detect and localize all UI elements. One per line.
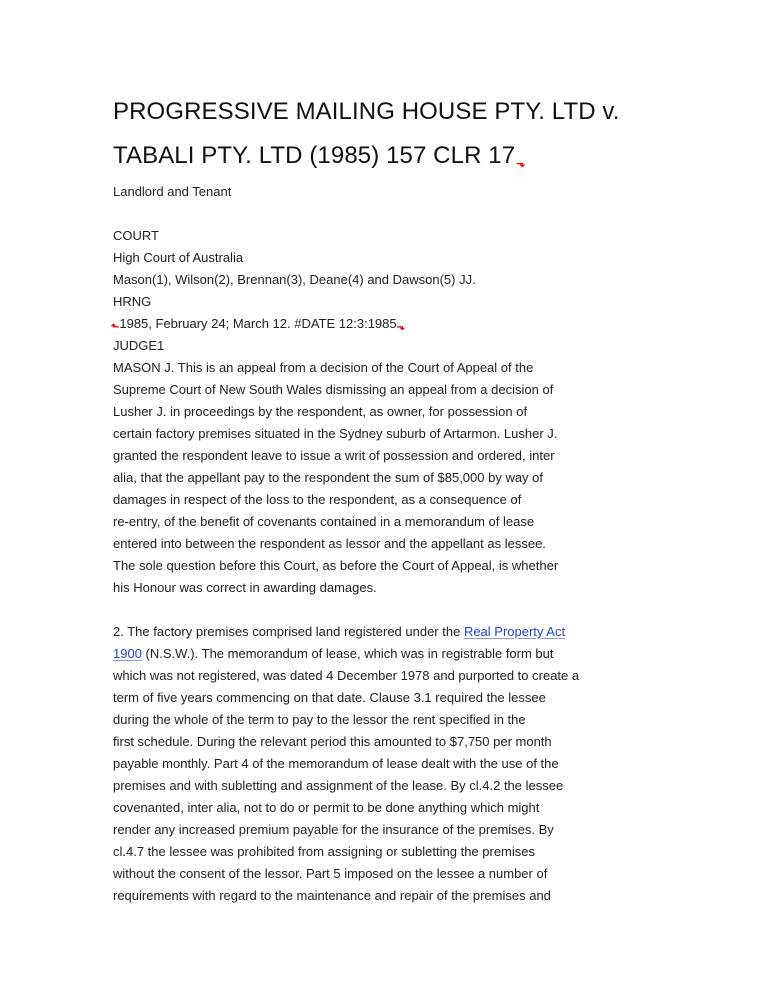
judge-label: JUDGE1 [113,338,165,353]
paragraph-line: first schedule. During the relevant period this amounted to $7,750 per month [113,734,552,749]
paragraph-line: Lusher J. in proceedings by the respondent, as owner, for possession of [113,404,528,419]
case-title-line-2: TABALI PTY. LTD (1985) 157 CLR 17⬎ [113,142,526,170]
paragraph-line: premises and with subletting and assignment of the lease. By cl.4.2 the lessee [113,778,564,793]
red-down-right-arrow-icon: ⬎ [396,322,405,333]
paragraph-line: Supreme Court of New South Wales dismissing an appeal from a decision of [113,382,554,397]
hearing-label: HRNG [113,294,152,309]
paragraph-line: covenanted, inter alia, not to do or permit to be done anything which might [113,800,540,815]
court-name: High Court of Australia [113,250,244,265]
paragraph-line: during the whole of the term to pay to the lessor the rent specified in the [113,712,526,727]
paragraph-line: granted the respondent leave to issue a writ of possession and ordered, inter [113,448,555,463]
paragraph-line: damages in respect of the loss to the respondent, as a consequence of [113,492,522,507]
paragraph-line: The sole question before this Court, as before the Court of Appeal, is whether [113,558,559,573]
paragraph-line: term of five years commencing on that date. Clause 3.1 required the lessee [113,690,546,705]
court-label: COURT [113,228,159,243]
paragraph-line: payable monthly. Part 4 of the memorandum of lease dealt with the use of the [113,756,559,771]
paragraph-line: MASON J. This is an appeal from a decision of the Court of Appeal of the [113,360,534,375]
paragraph-line: which was not registered, was dated 4 December 1978 and purported to create a [113,668,580,683]
paragraph-line: 1900 (N.S.W.). The memorandum of lease, which was in registrable form but [113,646,554,661]
paragraph-line: entered into between the respondent as lessor and the appellant as lessee. [113,536,546,551]
paragraph-line: render any increased premium payable for the insurance of the premises. By [113,822,554,837]
paragraph-line: 2. The factory premises comprised land registered under the Real Property Act [113,624,566,639]
paragraph-line: cl.4.7 the lessee was prohibited from assigning or subletting the premises [113,844,535,859]
paragraph-line: without the consent of the lessor. Part 5 imposed on the lessee a number of [113,866,548,881]
judges-list: Mason(1), Wilson(2), Brennan(3), Deane(4) and Dawson(5) JJ. [113,272,476,287]
real-property-act-link[interactable]: Real Property Act [463,624,566,639]
paragraph-line: certain factory premises situated in the Sydney suburb of Artarmon. Lusher J. [113,426,558,441]
subject-heading: Landlord and Tenant [113,184,232,199]
hearing-dates: ⬑1985, February 24; March 12. #DATE 12:3:1985⬎ [111,316,405,333]
real-property-act-year-link[interactable]: 1900 [113,646,142,661]
paragraph-line: alia, that the appellant pay to the respondent the sum of $85,000 by way of [113,470,544,485]
paragraph-line: re-entry, of the benefit of covenants contained in a memorandum of lease [113,514,535,529]
red-up-left-arrow-icon: ⬑ [111,322,120,333]
paragraph-line: his Honour was correct in awarding damages. [113,580,377,595]
case-title-line-1: PROGRESSIVE MAILING HOUSE PTY. LTD v. [113,98,620,125]
red-down-right-arrow-icon: ⬎ [516,158,526,170]
paragraph-line: requirements with regard to the maintenance and repair of the premises and [113,888,551,903]
